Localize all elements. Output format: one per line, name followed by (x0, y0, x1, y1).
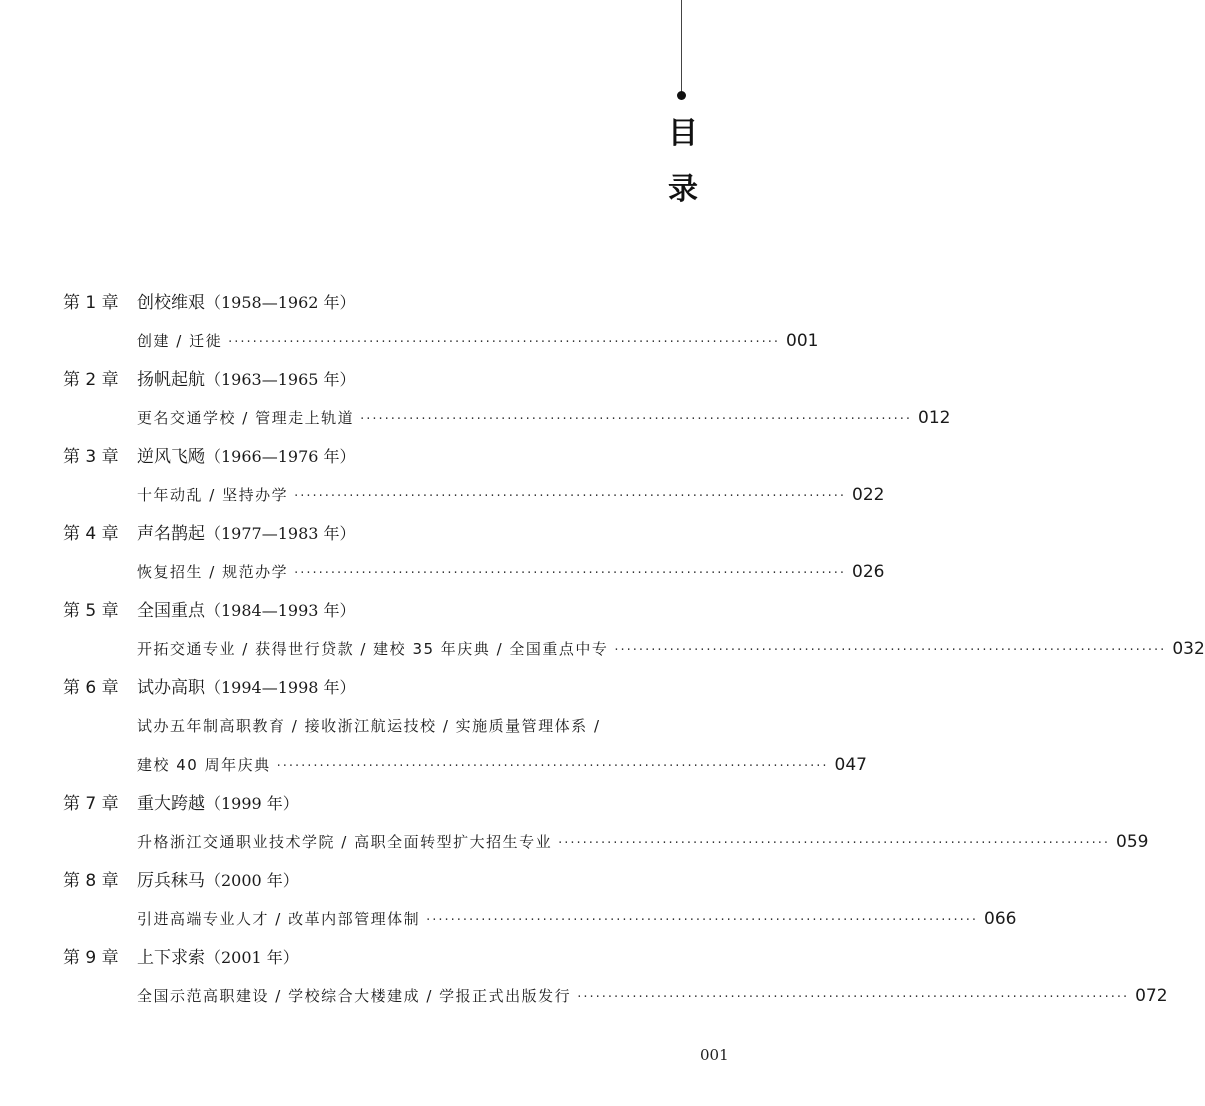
toc-entry-text: 更名交通学校 / 管理走上轨道 (137, 409, 355, 427)
chapter-title: 创校维艰 (137, 293, 205, 313)
leader-dots: ·························································································· (558, 836, 1111, 851)
chapter-years: （1966—1976 年） (205, 447, 356, 466)
toc-heading-char-2: 录 (668, 172, 698, 207)
toc-entry[interactable] (137, 636, 1205, 662)
leader-dots: ·························································································· (614, 643, 1167, 658)
page-number: 066 (984, 909, 1017, 929)
toc-entry-text: 全国示范高职建设 / 学校综合大楼建成 / 学报正式出版发行 (137, 987, 572, 1005)
chapter-title: 扬帆起航 (137, 370, 205, 390)
chapter-years: （2000 年） (205, 871, 299, 890)
chapter-years: （1958—1962 年） (205, 293, 356, 312)
chapter-heading[interactable] (63, 868, 299, 894)
page-number: 059 (1116, 832, 1149, 852)
chapter-number: 第 1 章 (63, 293, 119, 313)
toc-entry-text: 引进高端专业人才 / 改革内部管理体制 (137, 910, 421, 928)
leader-dots: ·························································································· (577, 990, 1130, 1005)
toc-entry-text: 建校 40 周年庆典 (137, 756, 271, 774)
toc-entry-text: 开拓交通专业 / 获得世行贷款 / 建校 35 年庆典 / 全国重点中专 (137, 640, 609, 658)
chapter-years: （1977—1983 年） (205, 524, 356, 543)
toc-entry-text: 试办五年制高职教育 / 接收浙江航运技校 / 实施质量管理体系 / (137, 717, 601, 735)
chapter-heading[interactable] (63, 598, 356, 624)
leader-dots: ·························································································· (360, 412, 913, 427)
toc-entry[interactable] (137, 559, 885, 585)
chapter-heading[interactable] (63, 945, 299, 971)
toc-entry[interactable] (137, 752, 867, 778)
chapter-years: （1963—1965 年） (205, 370, 356, 389)
toc-entry[interactable] (137, 906, 1017, 932)
page-number: 022 (852, 485, 885, 505)
toc-entry[interactable] (137, 983, 1168, 1009)
toc-entry-text: 十年动乱 / 坚持办学 (137, 486, 289, 504)
leader-dots: ·························································································· (276, 759, 829, 774)
chapter-number: 第 3 章 (63, 447, 119, 467)
chapter-heading[interactable] (63, 444, 356, 470)
chapter-title: 逆风飞飏 (137, 447, 205, 467)
chapter-title: 声名鹊起 (137, 524, 205, 544)
toc-entry-text: 恢复招生 / 规范办学 (137, 563, 289, 581)
chapter-heading[interactable] (63, 290, 356, 316)
chapter-heading[interactable] (63, 367, 356, 393)
toc-entry[interactable] (137, 328, 819, 354)
leader-dots: ·························································································· (294, 489, 847, 504)
toc-entry[interactable] (137, 829, 1149, 855)
chapter-title: 全国重点 (137, 601, 205, 621)
page-number: 072 (1135, 986, 1168, 1006)
page-number: 026 (852, 562, 885, 582)
toc-entry[interactable] (137, 405, 951, 431)
leader-dots: ·························································································· (294, 566, 847, 581)
chapter-title: 上下求索 (137, 948, 205, 968)
chapter-title: 厉兵秣马 (137, 871, 205, 891)
chapter-heading[interactable] (63, 791, 299, 817)
page-number: 047 (834, 755, 867, 775)
chapter-number: 第 2 章 (63, 370, 119, 390)
chapter-number: 第 8 章 (63, 871, 119, 891)
leader-dots: ·························································································· (228, 335, 781, 350)
chapter-number: 第 9 章 (63, 948, 119, 968)
chapter-heading[interactable] (63, 521, 356, 547)
page-folio: 001 (700, 1046, 729, 1064)
chapter-number: 第 4 章 (63, 524, 119, 544)
page-number: 032 (1172, 639, 1205, 659)
toc-entry-text: 升格浙江交通职业技术学院 / 高职全面转型扩大招生专业 (137, 833, 553, 851)
chapter-number: 第 5 章 (63, 601, 119, 621)
toc-entry[interactable] (137, 482, 885, 508)
page-number: 001 (786, 331, 819, 351)
chapter-number: 第 7 章 (63, 794, 119, 814)
chapter-years: （1994—1998 年） (205, 678, 356, 697)
chapter-years: （1999 年） (205, 794, 299, 813)
chapter-number: 第 6 章 (63, 678, 119, 698)
chapter-title: 试办高职 (137, 678, 205, 698)
leader-dots: ·························································································· (426, 913, 979, 928)
toc-heading-char-1: 目 (668, 116, 698, 151)
chapter-years: （1984—1993 年） (205, 601, 356, 620)
chapter-title: 重大跨越 (137, 794, 205, 814)
page-number: 012 (918, 408, 951, 428)
chapter-years: （2001 年） (205, 948, 299, 967)
toc-entry-text: 创建 / 迁徙 (137, 332, 223, 350)
toc-entry[interactable] (137, 713, 687, 739)
chapter-heading[interactable] (63, 675, 356, 701)
